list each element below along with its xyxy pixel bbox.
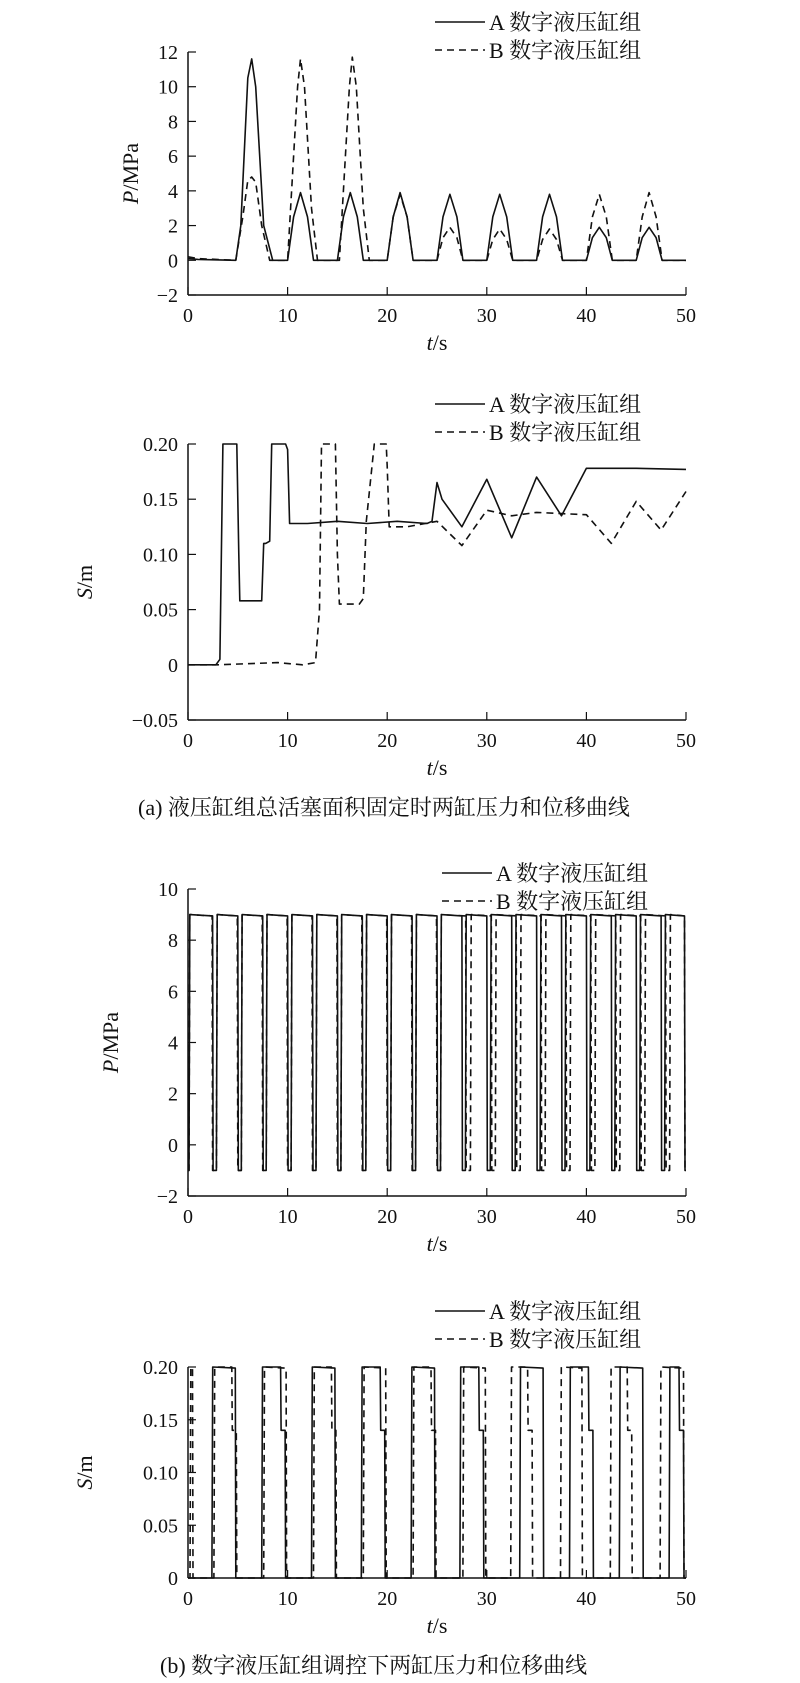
x-tick-label: 0 (183, 305, 193, 327)
y-tick-label: 8 (168, 111, 178, 134)
y-axis-label: P/MPa (118, 142, 143, 205)
y-axis-label: S/m (72, 564, 97, 600)
x-tick-label: 30 (476, 1588, 497, 1610)
legend-label-a: A 数字液压缸组 (489, 1299, 642, 1324)
caption-b: (b) 数字液压缸组调控下两缸压力和位移曲线 (160, 1653, 588, 1678)
x-tick-label: 0 (183, 730, 193, 752)
x-tick-label: 40 (576, 730, 597, 752)
x-tick-label: 10 (277, 305, 298, 327)
series-line-a (188, 444, 686, 665)
y-tick-label: 0.15 (143, 1409, 178, 1432)
y-tick-label: 10 (158, 76, 178, 99)
y-tick-label: 6 (168, 981, 178, 1004)
series-line-a (188, 59, 686, 260)
x-axis-label: t/s (426, 1613, 448, 1638)
legend-label-a: A 数字液压缸组 (496, 861, 649, 886)
legend-label-b: B 数字液压缸组 (489, 38, 642, 63)
x-tick-label: 0 (183, 1206, 193, 1228)
series-line-b (188, 57, 686, 260)
x-tick-label: 30 (476, 1206, 497, 1228)
x-tick-label: 50 (676, 305, 696, 327)
y-tick-label: 0.20 (143, 434, 178, 456)
y-tick-label: 0.20 (143, 1357, 178, 1379)
x-tick-label: 20 (377, 305, 398, 327)
legend-label-b: B 数字液压缸组 (489, 1327, 642, 1352)
x-tick-label: 50 (676, 730, 696, 752)
x-tick-label: 30 (476, 730, 497, 752)
legend-label-a: A 数字液压缸组 (489, 392, 642, 417)
y-tick-label: −2 (156, 1186, 178, 1208)
x-tick-label: 20 (377, 1588, 398, 1610)
x-tick-label: 10 (277, 730, 298, 752)
y-tick-label: 0.15 (143, 489, 178, 512)
pressure-chart-b (98, 861, 696, 1256)
y-tick-label: 4 (168, 1032, 178, 1055)
x-tick-label: 10 (277, 1588, 298, 1610)
displacement-chart-a (72, 392, 696, 780)
y-tick-label: 0 (168, 1134, 178, 1157)
x-tick-label: 30 (476, 305, 497, 327)
y-tick-label: 0.05 (143, 1515, 178, 1538)
y-tick-label: −2 (156, 285, 178, 307)
pressure-chart-a (118, 10, 696, 355)
x-tick-label: 20 (377, 730, 398, 752)
displacement-chart-b (72, 1299, 696, 1638)
x-axis-label: t/s (426, 1231, 448, 1256)
x-tick-label: 20 (377, 1206, 398, 1228)
y-tick-label: 2 (168, 215, 178, 238)
y-tick-label: 12 (158, 42, 178, 64)
y-tick-label: 4 (168, 180, 178, 203)
caption-a: (a) 液压缸组总活塞面积固定时两缸压力和位移曲线 (138, 795, 630, 820)
x-axis-label: t/s (426, 755, 448, 780)
y-tick-label: 0.05 (143, 599, 178, 622)
y-tick-label: 0 (168, 250, 178, 273)
y-tick-label: 0.10 (143, 1462, 178, 1485)
x-tick-label: 50 (676, 1588, 696, 1610)
y-tick-label: 2 (168, 1083, 178, 1106)
y-tick-label: 10 (158, 879, 178, 901)
y-tick-label: −0.05 (131, 710, 178, 732)
x-tick-label: 0 (183, 1588, 193, 1610)
x-axis-label: t/s (426, 330, 448, 355)
x-tick-label: 40 (576, 1588, 597, 1610)
y-tick-label: 0 (168, 1568, 178, 1590)
y-axis-label: P/MPa (98, 1011, 123, 1074)
x-tick-label: 40 (576, 305, 597, 327)
y-tick-label: 6 (168, 146, 178, 169)
y-tick-label: 0 (168, 654, 178, 677)
legend-label-b: B 数字液压缸组 (496, 889, 649, 914)
y-tick-label: 8 (168, 930, 178, 953)
legend-label-b: B 数字液压缸组 (489, 420, 642, 445)
y-axis-label: S/m (72, 1455, 97, 1490)
legend-label-a: A 数字液压缸组 (489, 10, 642, 35)
x-tick-label: 40 (576, 1206, 597, 1228)
y-tick-label: 0.10 (143, 544, 178, 567)
x-tick-label: 10 (277, 1206, 298, 1228)
x-tick-label: 50 (676, 1206, 696, 1228)
